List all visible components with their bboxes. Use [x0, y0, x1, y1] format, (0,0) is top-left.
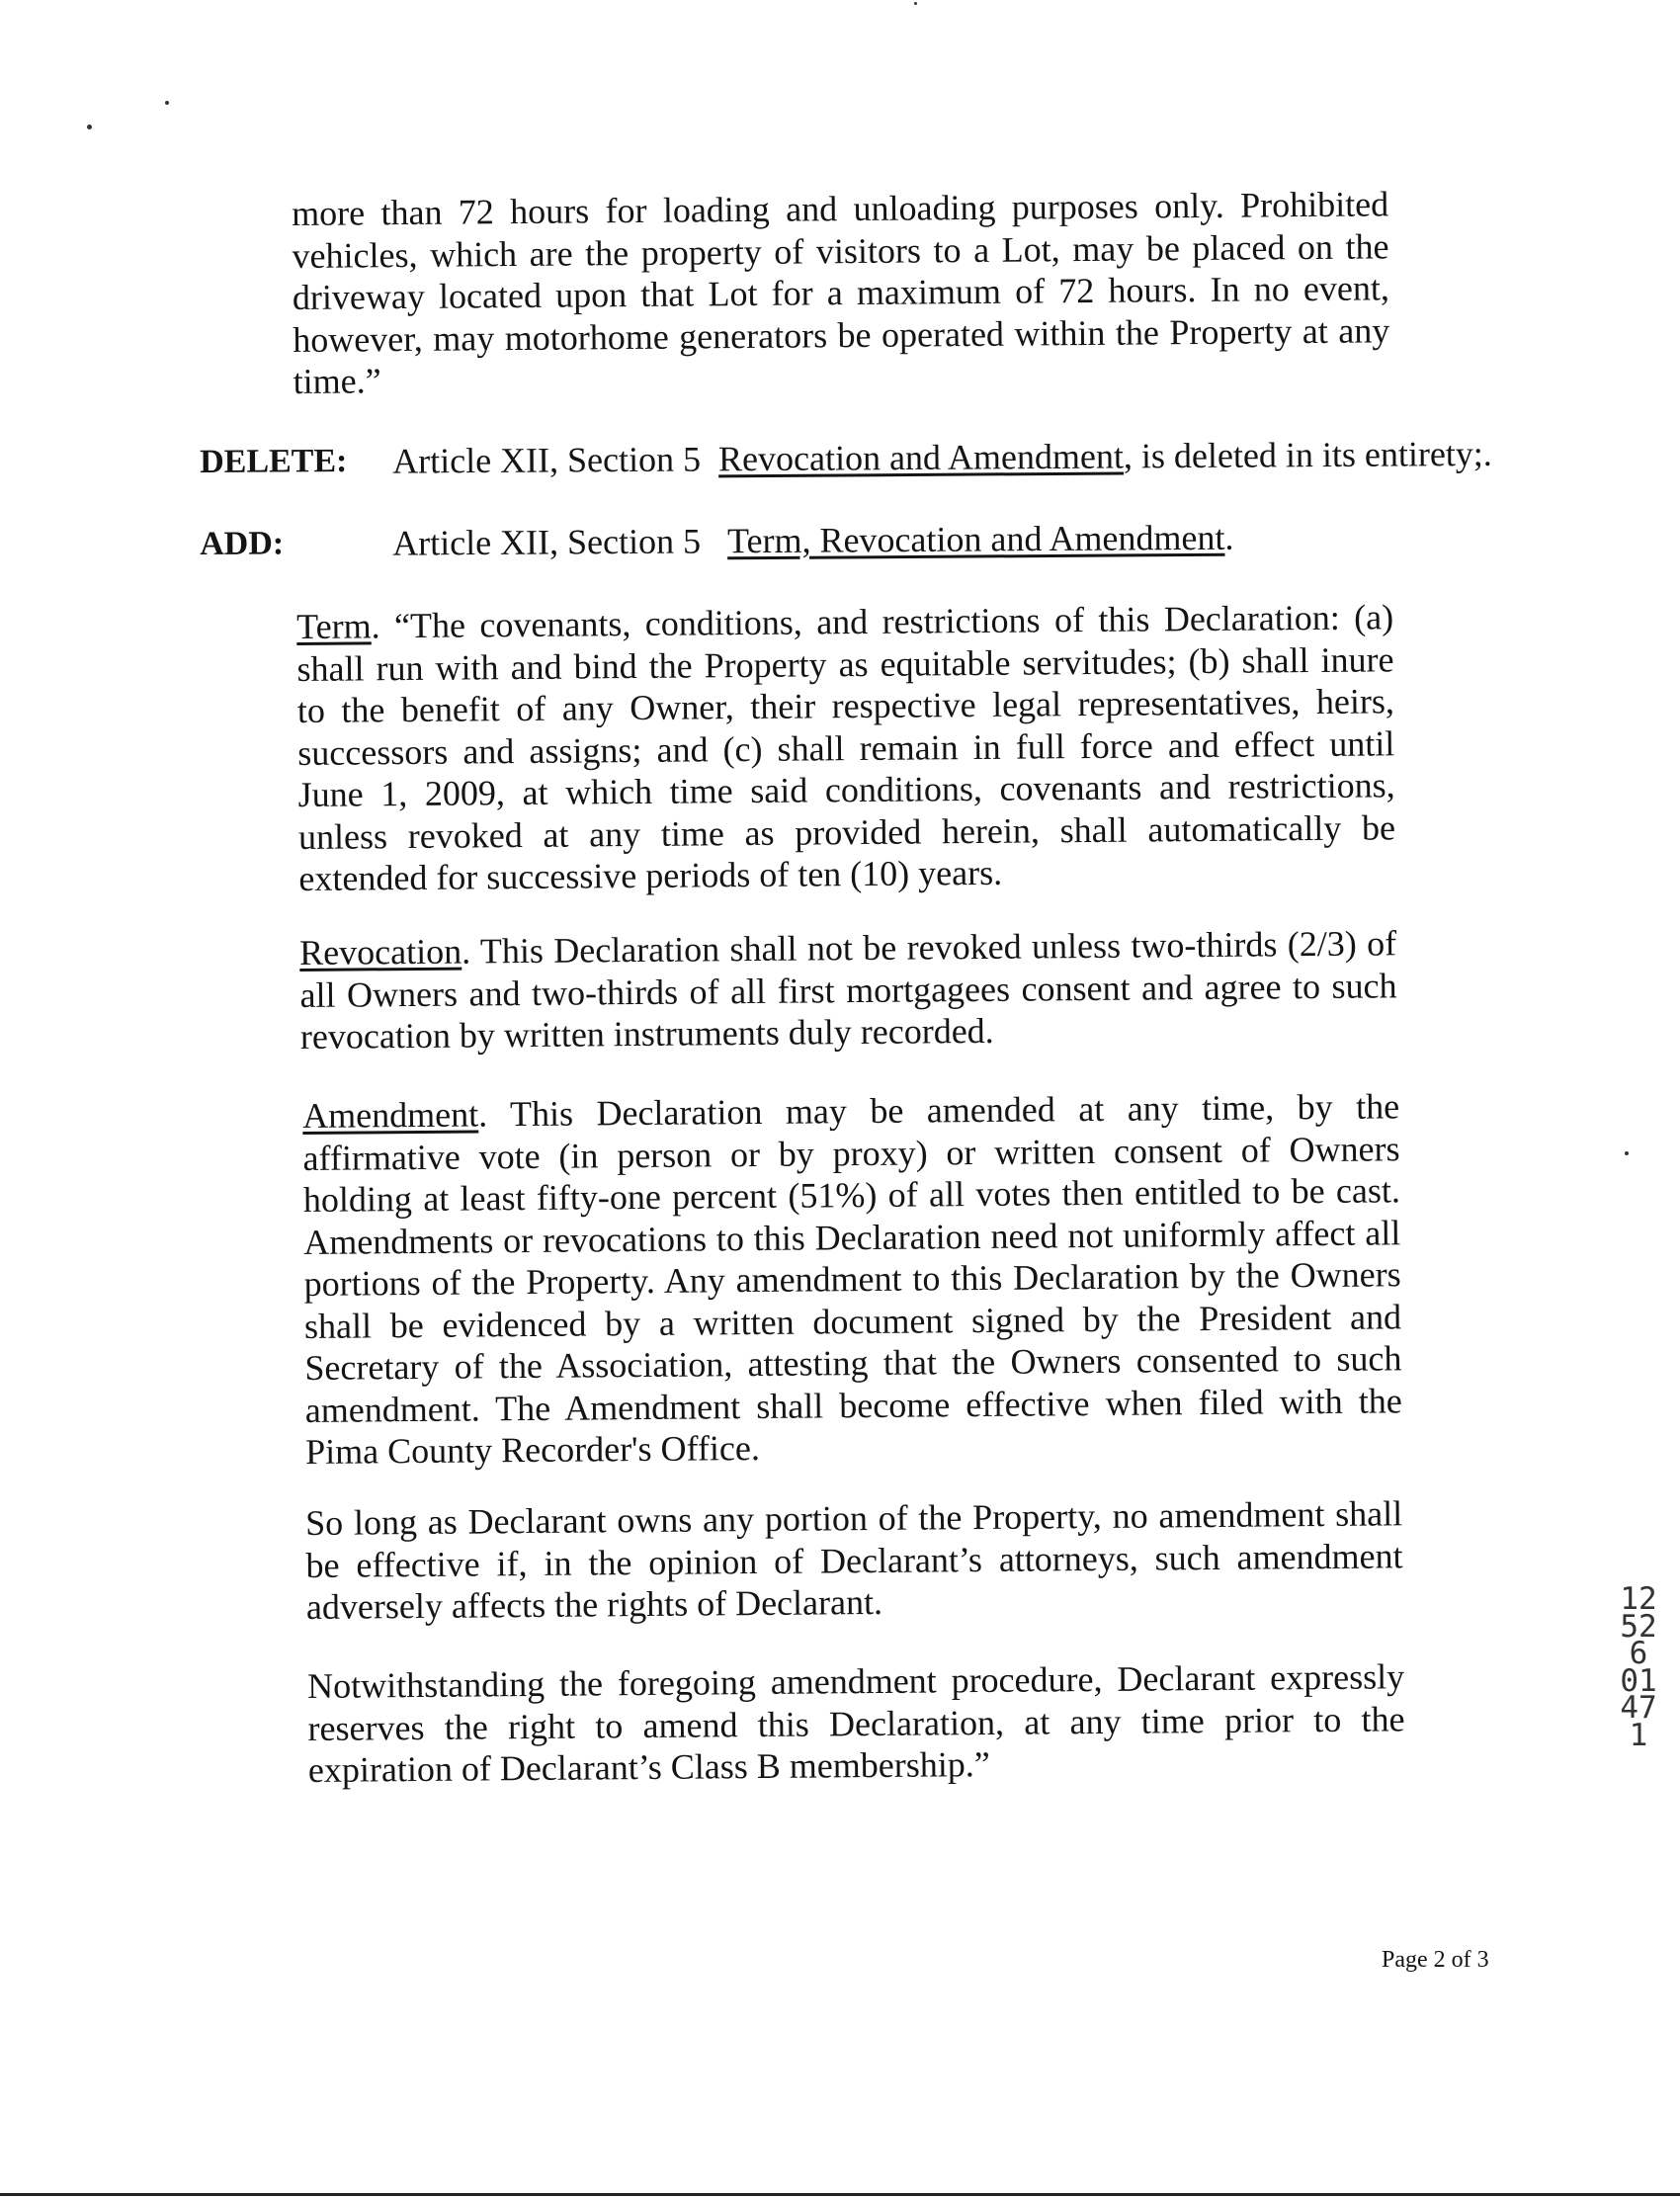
- add-suffix: .: [1224, 517, 1234, 557]
- add-label: ADD:: [200, 525, 285, 562]
- revocation-heading: Revocation: [299, 931, 462, 972]
- add-title: Term, Revocation and Amendment: [726, 517, 1225, 561]
- add-article: Article XII, Section 5: [392, 521, 702, 563]
- notwithstanding-paragraph: Notwithstanding the foregoing amendment procedure, Declarant expressly reserves the right to amend this Declaration, at any time prior to the expiration of Declarant’s Class B membership.”: [307, 1656, 1405, 1790]
- delete-title: Revocation and Amendment: [717, 436, 1125, 479]
- recording-number: 12526 01471: [1620, 1581, 1657, 1753]
- bottom-scan-line: [0, 2193, 1680, 2196]
- term-paragraph: [296, 596, 1396, 899]
- add-row: [200, 515, 1484, 563]
- revocation-body: . This Declaration shall not be revoked unless two-thirds (2/3) of all Owners and two-thirds of all first mortgagees consent and agree to such revocation by written instruments duly recorded.: [299, 923, 1397, 1057]
- amendment-body: . This Declaration may be amended at any time, by the affirmative vote (in person or by proxy) or written consent of Owners holding at least fifty-one percent (51%) of all votes then entitled to be cast. Amendments or revocations to this Declaration need not uniformly affect all portions of the Property. Any amendment to this Declaration by the Owners shall be evidenced by a written document signed by the President and Secretary of the Association, attesting that the Owners consented to such amendment. The Amendment shall become effective when filed with the Pima County Recorder's Office.: [302, 1086, 1402, 1472]
- scan-speck: [165, 101, 169, 105]
- term-body: . “The covenants, conditions, and restrictions of this Declaration: (a) shall run with and bind the Property as equitable servitudes; (b) shall inure to the benefit of any Owner, their respective legal representatives, heirs, successors and assigns; and (c) shall remain in full force and effect until June 1, 2009, at which time said conditions, covenants and restrictions, unless revoked at any time as provided herein, shall automatically be extended for successive periods of ten (10) years.: [296, 597, 1396, 898]
- scan-speck: [1625, 1151, 1629, 1155]
- amendment-heading: Amendment: [302, 1094, 479, 1136]
- delete-suffix: , is deleted in its entirety;.: [1123, 433, 1492, 476]
- scan-speck: [914, 2, 917, 5]
- declarant-paragraph: So long as Declarant owns any portion of the Property, no amendment shall be effective if, in the opinion of Declarant’s attorneys, such amendment adversely affects the rights of Declarant.: [305, 1493, 1403, 1627]
- paragraph-continued: more than 72 hours for loading and unloading purposes only. Prohibited vehicles, which are the property of visitors to a Lot, may be placed on the driveway located upon that Lot for a maximum of 72 hours. In no event, however, may motorhome generators be operated within the Property at any time.”: [292, 184, 1390, 401]
- delete-article: Article XII, Section 5: [392, 439, 702, 481]
- delete-label: DELETE:: [200, 442, 348, 480]
- revocation-paragraph: [299, 922, 1397, 1057]
- term-heading: Term: [296, 606, 372, 646]
- scan-speck: [87, 125, 92, 129]
- add-text: [392, 517, 1234, 564]
- amendment-paragraph: [302, 1085, 1402, 1473]
- page-number: Page 2 of 3: [1382, 1947, 1489, 1973]
- delete-text: [392, 433, 1492, 482]
- delete-row: [200, 433, 1492, 481]
